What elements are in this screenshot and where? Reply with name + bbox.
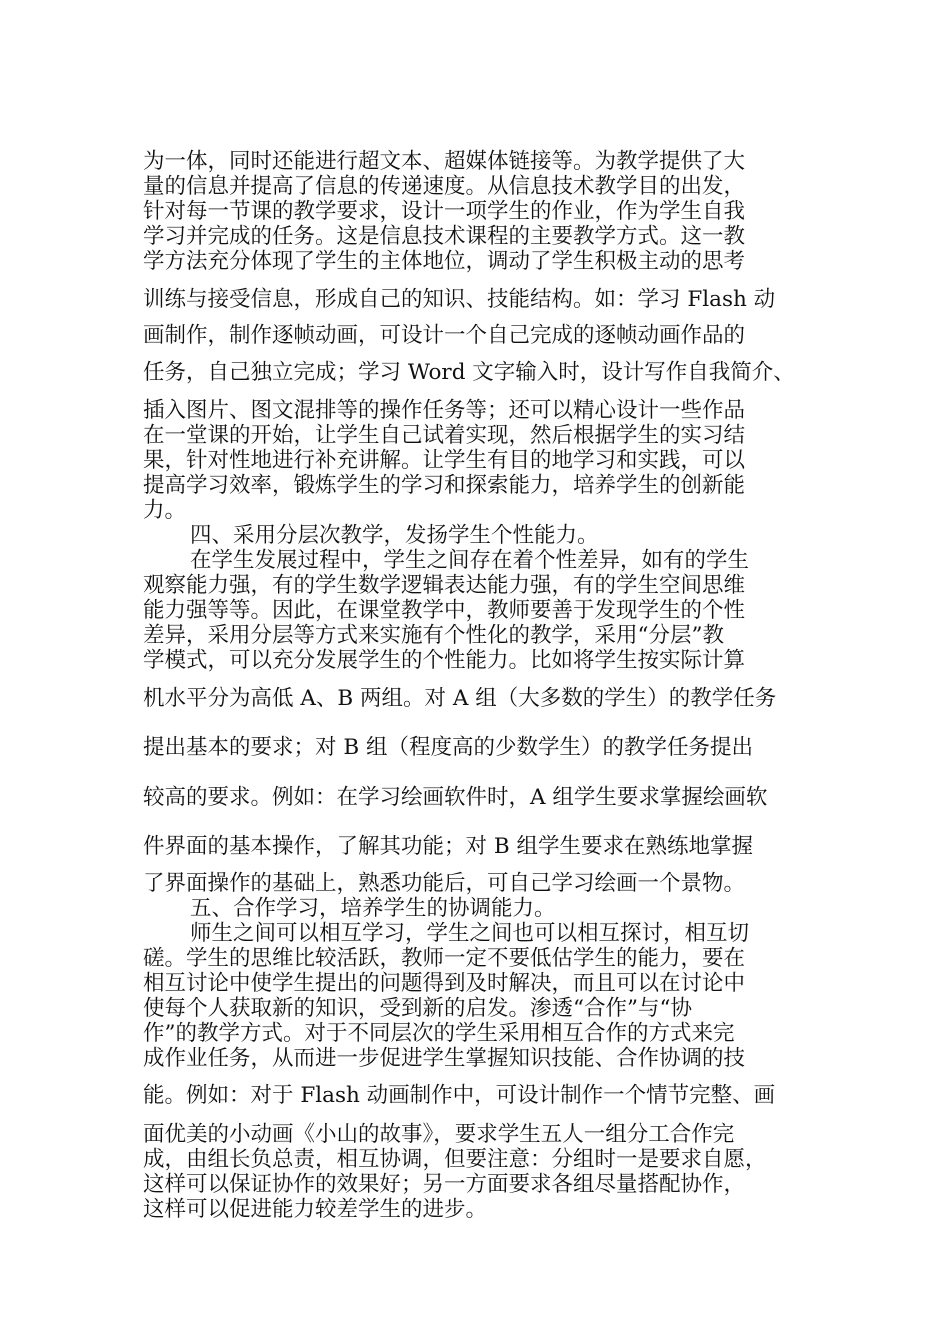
text-line: 任务，自己独立完成；学习 Word 文字输入时，设计写作自我简介、 xyxy=(143,360,795,385)
text-line: 磋。学生的思维比较活跃，教师一定不要低估学生的能力，要在 xyxy=(143,946,746,971)
text-line: 使每个人获取新的知识，受到新的启发。渗透“合作”与“协 xyxy=(143,996,692,1021)
text-line: 这样可以保证协作的效果好；另一方面要求各组尽量搭配协作， xyxy=(143,1172,746,1197)
text-line: 画制作，制作逐帧动画，可设计一个自己完成的逐帧动画作品的 xyxy=(143,323,746,348)
text-line: 成，由组长负总责，相互协调，但要注意：分组时一是要求自愿， xyxy=(143,1147,767,1172)
text-line: 插入图片、图文混排等的操作任务等；还可以精心设计一些作品 xyxy=(143,398,746,423)
text-line: 相互讨论中使学生提出的问题得到及时解决，而且可以在讨论中 xyxy=(143,971,746,996)
section-heading: 四、采用分层次教学，发扬学生个性能力。 xyxy=(190,523,599,548)
text-line: 较高的要求。例如：在学习绘画软件时，A 组学生要求掌握绘画软 xyxy=(143,785,768,810)
text-line: 在学生发展过程中，学生之间存在着个性差异，如有的学生 xyxy=(190,548,750,573)
text-line: 能力强等等。因此，在课堂教学中，教师要善于发现学生的个性 xyxy=(143,598,746,623)
text-line: 成作业任务，从而进一步促进学生掌握知识技能、合作协调的技 xyxy=(143,1046,746,1071)
text-line: 观察能力强，有的学生数学逻辑表达能力强，有的学生空间思维 xyxy=(143,573,746,598)
text-line: 学方法充分体现了学生的主体地位，调动了学生积极主动的思考 xyxy=(143,249,746,274)
text-line: 这样可以促进能力较差学生的进步。 xyxy=(143,1197,488,1222)
text-line: 师生之间可以相互学习，学生之间也可以相互探讨，相互切 xyxy=(190,921,750,946)
text-line: 作”的教学方式。对于不同层次的学生采用相互合作的方式来完 xyxy=(143,1021,735,1046)
text-line: 差异，采用分层等方式来实施有个性化的教学，采用“分层”教 xyxy=(143,623,724,648)
text-line: 在一堂课的开始，让学生自己试着实现，然后根据学生的实习结 xyxy=(143,423,746,448)
text-line: 提高学习效率，锻炼学生的学习和探索能力，培养学生的创新能 xyxy=(143,473,746,498)
text-line: 量的信息并提高了信息的传递速度。从信息技术教学目的出发， xyxy=(143,174,746,199)
text-line: 为一体，同时还能进行超文本、超媒体链接等。为教学提供了大 xyxy=(143,149,746,174)
text-line: 学模式，可以充分发展学生的个性能力。比如将学生按实际计算 xyxy=(143,648,746,673)
text-line: 面优美的小动画《小山的故事》，要求学生五人一组分工合作完 xyxy=(143,1122,735,1147)
text-line: 件界面的基本操作，了解其功能；对 B 组学生要求在熟练地掌握 xyxy=(143,834,753,859)
text-line: 针对每一节课的教学要求，设计一项学生的作业，作为学生自我 xyxy=(143,199,746,224)
text-line: 学习并完成的任务。这是信息技术课程的主要教学方式。这一教 xyxy=(143,224,746,249)
text-line: 了界面操作的基础上，熟悉功能后，可自己学习绘画一个景物。 xyxy=(143,871,746,896)
text-line: 能。例如：对于 Flash 动画制作中，可设计制作一个情节完整、画 xyxy=(143,1083,776,1108)
text-line: 训练与接受信息，形成自己的知识、技能结构。如：学习 Flash 动 xyxy=(143,287,776,312)
text-line: 提出基本的要求；对 B 组（程度高的少数学生）的教学任务提出 xyxy=(143,735,753,760)
text-line: 果，针对性地进行补充讲解。让学生有目的地学习和实践，可以 xyxy=(143,448,746,473)
text-line: 力。 xyxy=(143,498,187,523)
section-heading: 五、合作学习，培养学生的协调能力。 xyxy=(190,896,556,921)
text-line: 机水平分为高低 A、B 两组。对 A 组（大多数的学生）的教学任务 xyxy=(143,686,777,711)
